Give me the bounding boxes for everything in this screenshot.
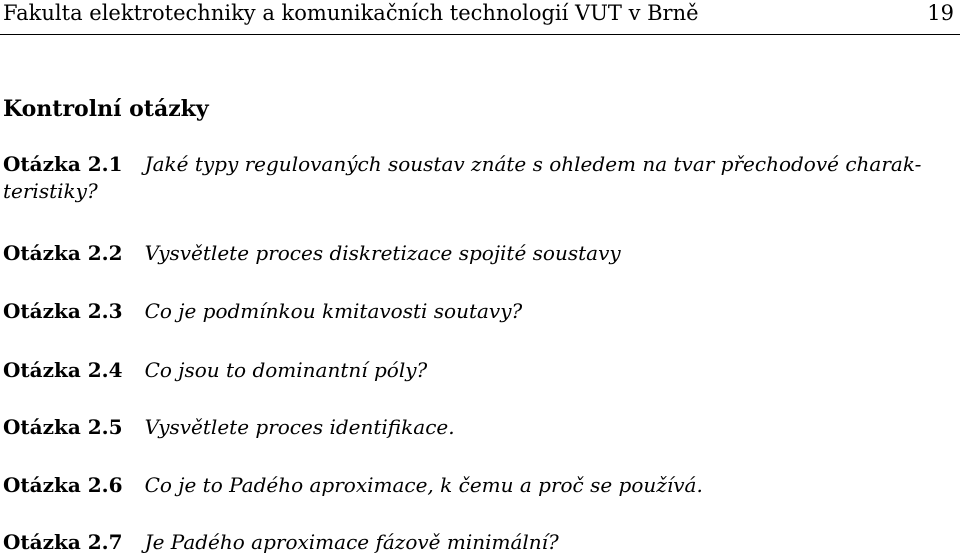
page-header xyxy=(0,0,960,36)
question-label: Otázka 2.7 xyxy=(3,530,123,554)
question-label: Otázka 2.4 xyxy=(3,358,123,382)
question-label: Otázka 2.3 xyxy=(3,299,123,323)
question-text: Co je podmínkou kmitavosti soutavy? xyxy=(144,299,523,323)
question-text: Co jsou to dominantní póly? xyxy=(144,358,428,382)
question-text: Vysvětlete proces diskretizace spojité soustavy xyxy=(144,241,621,265)
question-text: Je Padého aproximace fázově minimální? xyxy=(144,530,559,554)
question-text: Vysvětlete proces identifikace. xyxy=(144,415,455,439)
question-text: Jaké typy regulovaných soustav znáte s ohledem na tvar přechodové charak-teristiky? xyxy=(3,152,922,203)
question-label: Otázka 2.2 xyxy=(3,241,123,265)
question-label: Otázka 2.6 xyxy=(3,473,123,497)
question-text: Co je to Padého aproximace, k čemu a proč se používá. xyxy=(144,473,703,497)
question-2-2 xyxy=(3,240,953,267)
page-number: 19 xyxy=(927,1,954,25)
header-institution: Fakulta elektrotechniky a komunikačních technologií VUT v Brně xyxy=(3,1,699,25)
question-2-5 xyxy=(3,414,953,441)
question-2-3 xyxy=(3,298,953,325)
question-label: Otázka 2.5 xyxy=(3,415,123,439)
header-rule xyxy=(0,34,960,35)
question-label: Otázka 2.1 xyxy=(3,152,123,176)
question-2-7 xyxy=(3,529,953,556)
section-title: Kontrolní otázky xyxy=(3,96,209,122)
question-2-4 xyxy=(3,357,953,384)
question-2-6 xyxy=(3,472,953,499)
question-2-1 xyxy=(3,151,953,205)
